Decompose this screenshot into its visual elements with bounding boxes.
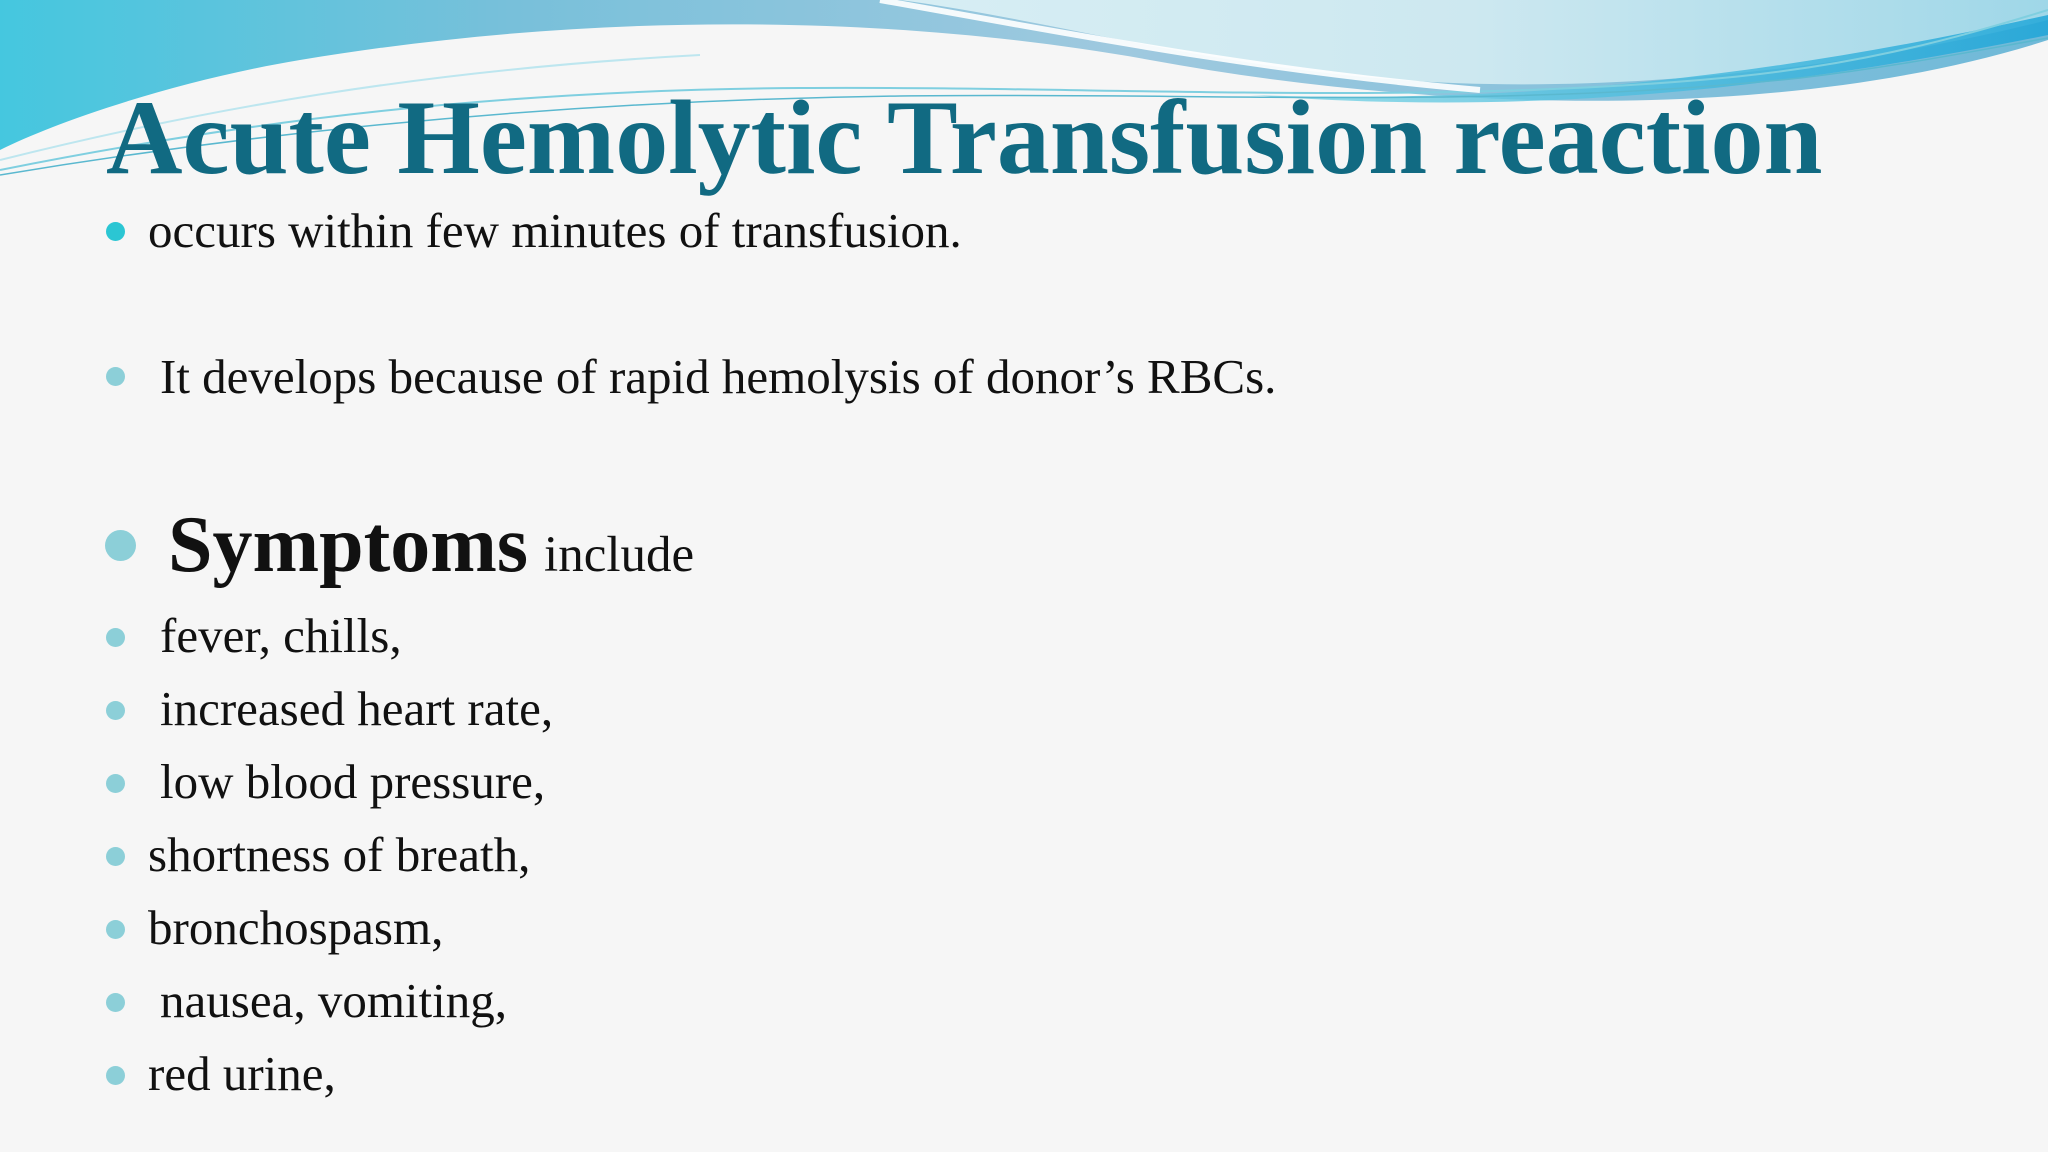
bullet-dot-icon [105,530,136,561]
symptoms-heading-rest: include [544,527,695,583]
symptom-text: bronchospasm, [148,900,444,955]
symptom-text: fever, chills, [160,608,402,663]
slide-title: Acute Hemolytic Transfusion reaction [106,79,1823,196]
symptom-text: red urine, [148,1046,336,1101]
bullet-dot-icon [106,847,125,866]
bullet-dot-icon [106,222,125,241]
bullet-dot-icon [106,774,125,793]
bullet-dot-icon [106,1066,125,1085]
symptoms-heading-strong: Symptoms [168,501,529,589]
symptom-text: increased heart rate, [160,681,554,736]
symptoms-heading [168,500,694,591]
bullet-dot-icon [106,628,125,647]
bullet-dot-icon [106,993,125,1012]
symptom-text: shortness of breath, [148,827,531,882]
bullet-text: It develops because of rapid hemolysis of donor’s RBCs. [160,349,1277,404]
bullet-dot-icon [106,367,125,386]
symptom-text: nausea, vomiting, [160,973,508,1028]
bullet-text: occurs within few minutes of transfusion. [148,203,962,258]
bullet-dot-icon [106,920,125,939]
symptom-text: low blood pressure, [160,754,546,809]
bullet-dot-icon [106,701,125,720]
